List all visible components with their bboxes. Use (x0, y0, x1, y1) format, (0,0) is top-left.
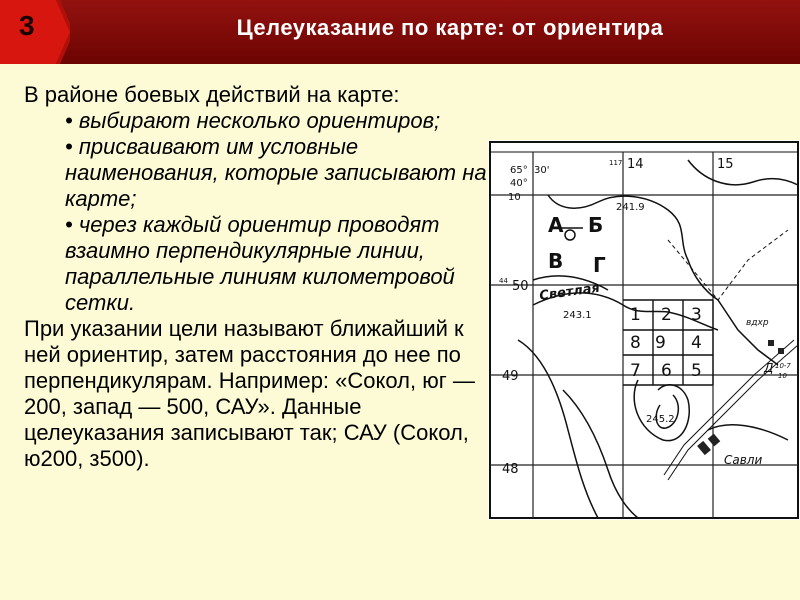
river-name: Светлая (538, 280, 601, 304)
coord-minutes: 30' (534, 165, 550, 176)
badge-arrow-shape (0, 0, 70, 64)
elevation-label: 241.9 (616, 202, 645, 213)
elevation-label: 243.1 (563, 310, 592, 321)
body-text (24, 82, 494, 472)
grid-cell-number: 5 (691, 361, 702, 381)
coord-longitude: 65° (510, 165, 528, 176)
grid-label-48: 48 (502, 462, 519, 477)
slide-number-badge (0, 0, 70, 64)
coord-10: 10 (508, 192, 521, 203)
intro-line: В районе боевых действий на карте: (24, 82, 400, 107)
village-name: Савли (724, 453, 763, 467)
bullet-item: • через каждый ориентир проводят взаимно перпендикулярные линии, параллельные линиям километровой сетки. (65, 212, 455, 315)
grid-cell-number: 7 (630, 361, 641, 381)
grid-label-14: 14 (627, 157, 644, 172)
slide-title: Целеуказание по карте: от ориентира (236, 15, 664, 40)
example-paragraph: При указании цели называют ближайший к ней ориентир, затем расстояния до нее по перпендикулярам. Например: «Сокол, юг — 200, запад — 500, САУ». Данные целеуказания записывают так; САУ (Сокол, ю200, з500). (24, 316, 475, 471)
coord-117: 117 (609, 159, 623, 167)
grid-cell-number: 9 (655, 333, 666, 353)
map-drawing (488, 140, 800, 520)
coord-latitude: 40° (510, 178, 528, 189)
grid-cell-number: 8 (630, 333, 641, 353)
grid-label-50: 50 (512, 279, 529, 294)
grid-label-15: 15 (717, 157, 734, 172)
bullet-item: • выбирают несколько ориентиров; (65, 108, 441, 133)
grid-cell-number: 3 (691, 305, 702, 325)
landmark-b: Б (588, 213, 604, 237)
landmark-v: В (548, 249, 564, 273)
bullet-item: • присваивают им условные наименования, которые записывают на карте; (65, 134, 487, 211)
grid-cell-number: 4 (691, 333, 702, 353)
reservoir-label: вдхр (746, 318, 769, 328)
slide-number: 3 (19, 10, 35, 41)
landmark-g: Г (593, 253, 606, 277)
elevation-label: 245.2 (646, 414, 675, 425)
title-bar (0, 0, 800, 64)
grid-cell-number: 1 (630, 305, 641, 325)
depth-label: Д (764, 361, 774, 375)
depth-value: 10 (778, 372, 787, 380)
grid-cell-number: 6 (661, 361, 672, 381)
topographic-map (488, 140, 800, 520)
grid-cell-number: 2 (661, 305, 672, 325)
bullet-list (24, 108, 494, 316)
depth-value: 10-7 (775, 362, 791, 370)
landmark-a: А (548, 213, 564, 237)
grid-label-49: 49 (502, 369, 519, 384)
coord-44: 44 (499, 277, 508, 285)
